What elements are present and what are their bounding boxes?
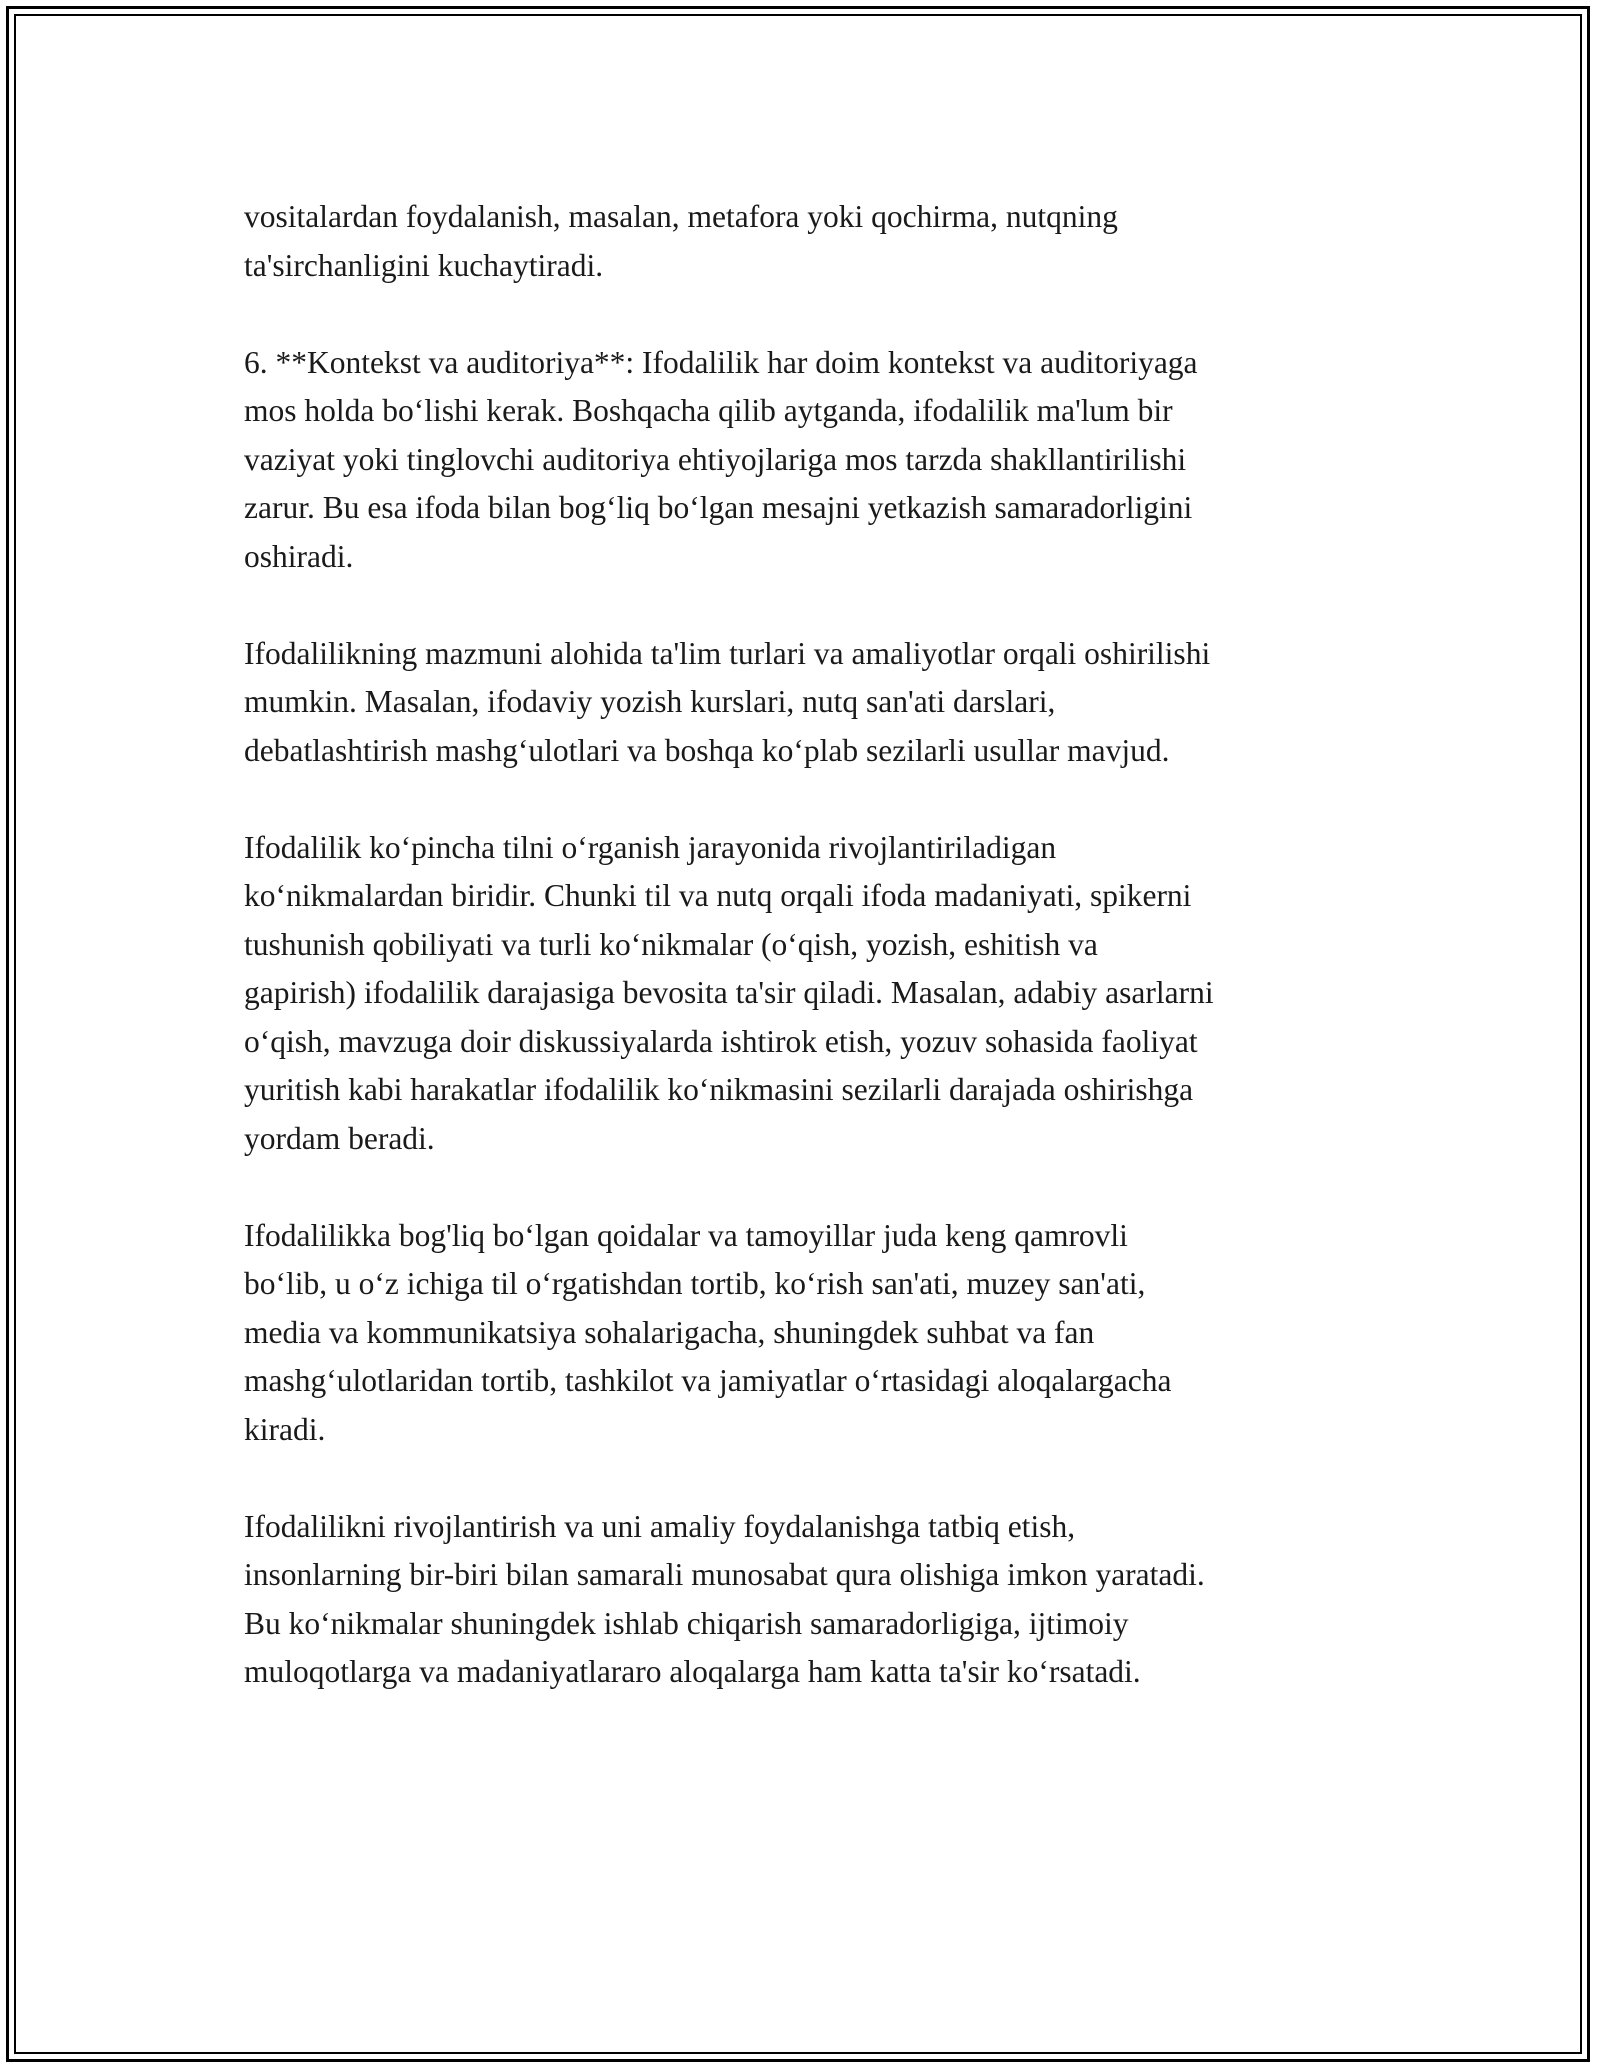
text-line: vositalardan foydalanish, masalan, metafora yoki qochirma, nutqning <box>244 199 1118 234</box>
text-line: o‘qish, mavzuga doir diskussiyalarda ishtirok etish, yozuv sohasida faoliyat <box>244 1023 1198 1059</box>
text-line: debatlashtirish mashg‘ulotlari va boshqa ko‘plab sezilarli usullar mavjud. <box>244 732 1170 768</box>
text-line: Ifodalilik ko‘pincha tilni o‘rganish jarayonida rivojlantiriladigan <box>244 829 1057 865</box>
text-line: bo‘lib, u o‘z ichiga til o‘rgatishdan tortib, ko‘rish san'ati, muzey san'ati, <box>244 1266 1146 1301</box>
text-line: zarur. Bu esa ifoda bilan bog‘liq bo‘lgan mesajni yetkazish samaradorligini <box>244 490 1193 525</box>
text-line: ko‘nikmalardan biridir. Chunki til va nutq orqali ifoda madaniyati, spikerni <box>244 878 1192 913</box>
text-line: ta'sirchanligini kuchaytiradi. <box>244 247 604 283</box>
paragraph-6 <box>244 1503 1424 1697</box>
text-line: kiradi. <box>244 1411 326 1447</box>
text-line: yuritish kabi harakatlar ifodalilik ko‘nikmasini sezilarli darajada oshirishga <box>244 1072 1194 1107</box>
paragraph-2 <box>244 339 1424 582</box>
text-line: insonlarning bir-biri bilan samarali munosabat qura olishiga imkon yaratadi. <box>244 1557 1205 1592</box>
text-line: oshiradi. <box>244 538 354 574</box>
text-line: mos holda bo‘lishi kerak. Boshqacha qilib aytganda, ifodalilik ma'lum bir <box>244 393 1173 428</box>
text-line: Ifodalilikning mazmuni alohida ta'lim turlari va amaliyotlar orqali oshirilishi <box>244 635 1211 671</box>
paragraph-3 <box>244 630 1424 776</box>
text-line: tushunish qobiliyati va turli ko‘nikmalar (o‘qish, yozish, eshitish va <box>244 926 1098 962</box>
text-line: 6. **Kontekst va auditoriya**: Ifodalilik har doim kontekst va auditoriyaga <box>244 344 1198 380</box>
text-line: mashg‘ulotlaridan tortib, tashkilot va jamiyatlar o‘rtasidagi aloqalargacha <box>244 1363 1172 1398</box>
text-line: Ifodalilikni rivojlantirish va uni amaliy foydalanishga tatbiq etish, <box>244 1508 1076 1544</box>
text-line: yordam beradi. <box>244 1120 435 1156</box>
text-line: mumkin. Masalan, ifodaviy yozish kurslari, nutq san'ati darslari, <box>244 684 1056 719</box>
text-line: Ifodalilikka bog'liq bo‘lgan qoidalar va tamoyillar juda keng qamrovli <box>244 1217 1128 1253</box>
paragraph-4 <box>244 824 1424 1164</box>
text-line: Bu ko‘nikmalar shuningdek ishlab chiqarish samaradorligiga, ijtimoiy <box>244 1605 1129 1641</box>
text-line: muloqotlarga va madaniyatlararo aloqalarga ham katta ta'sir ko‘rsatadi. <box>244 1654 1141 1689</box>
paragraph-5 <box>244 1212 1424 1455</box>
text-line: gapirish) ifodalilik darajasiga bevosita ta'sir qiladi. Masalan, adabiy asarlarni <box>244 975 1214 1010</box>
paragraph-1 <box>244 193 1424 290</box>
page-frame <box>6 6 1590 2062</box>
text-line: vaziyat yoki tinglovchi auditoriya ehtiyojlariga mos tarzda shakllantirilishi <box>244 441 1187 477</box>
document-body <box>244 193 1424 1745</box>
text-line: media va kommunikatsiya sohalarigacha, shuningdek suhbat va fan <box>244 1314 1095 1350</box>
